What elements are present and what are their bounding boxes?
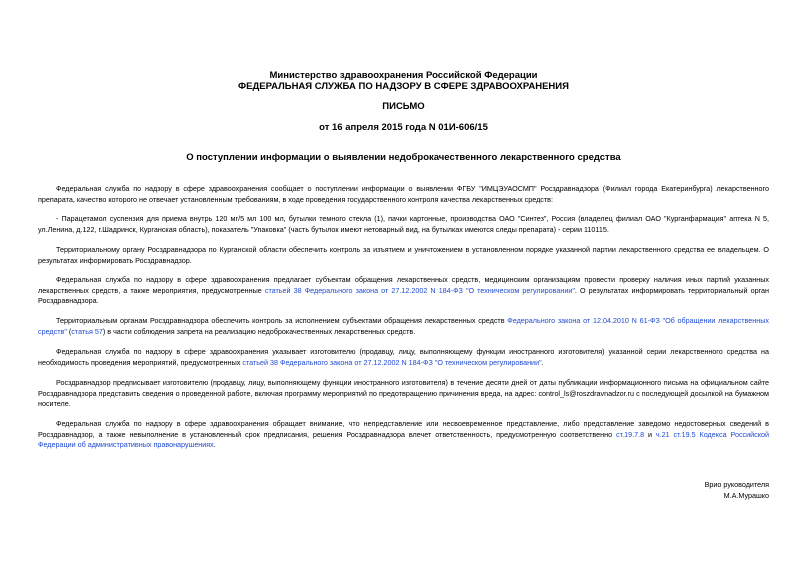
- paragraph-8: [38, 419, 769, 451]
- koap-article-19-5-link[interactable]: ч.21 ст.19.5 Кодекса Российской Федерации об административных правонарушениях: [38, 429, 769, 449]
- paragraph-4-text-b: . О результатах информировать территориальный орган Росздравнадзора.: [38, 285, 769, 305]
- signatory-name: М.А.Мурашко: [723, 491, 769, 500]
- document-subject: О поступлении информации о выявлении недоброкачественного лекарственного средства: [186, 152, 621, 163]
- paragraph-4: [38, 275, 769, 307]
- paragraph-5-text-b: ) в части соблюдения запрета на реализацию недоброкачественных лекарственных средств.: [102, 326, 416, 336]
- paragraph-8-text-a: Федеральная служба по надзору в сфере здравоохранения обращает внимание, что непредставление или несвоевременное представление, либо представление заведомо недостоверных сведений в Росздравнадзор, а также невыполнение в установленный срок предписания, решения Росздравнадзора влечет ответственность, предусмотренную соответственно: [38, 419, 769, 439]
- law-184fz-link-2[interactable]: статьей 38 Федерального закона от 27.12.2002 N 184-ФЗ "О техническом регулировании": [242, 357, 542, 367]
- paragraph-5: [38, 316, 769, 337]
- paragraph-3: Территориальному органу Росздравнадзора по Курганской области обеспечить контроль за изъятием и уничтожением в установленном порядке указанной партии лекарственного средства ее владельцем. О результатах информировать Росздравнадзор.: [38, 245, 769, 265]
- paragraph-6-text-a: Федеральная служба по надзору в сфере здравоохранения указывает изготовителю (продавцу, лицу, выполняющему функции иностранного изготовителя) указанной серии лекарственного средства на необходимость проведения мероприятий, предусмотренных: [38, 347, 769, 367]
- paragraph-6-text-b: .: [541, 357, 544, 367]
- paragraph-7: Росздравнадзор предписывает изготовителю (продавцу, лицу, выполняющему функции иностранного изготовителя) в течение десяти дней от даты публикации информационного письма на официальном сайте Росздравнадзора представить сведения о проведенной работе, включая программу мероприятий по предотвращению причинения вреда, на адрес: control_ls@roszdravnadzor.ru с последующей досылкой на бумажном носителе.: [38, 378, 769, 408]
- paragraph-1: Федеральная служба по надзору в сфере здравоохранения сообщает о поступлении информации о выявлении ФГБУ "ИМЦЭУАОСМП" Росздравнадзора (Филиал города Екатеринбурга) лекарственного препарата, качество которого не отвечает установленным требованиям, в ходе проведения государственного контроля качества лекарственных средств:: [38, 184, 769, 204]
- paragraph-5-text-mid: (: [66, 326, 72, 336]
- paragraph-4-text-a: Федеральная служба по надзору в сфере здравоохранения предлагает субъектам обращения лекарственных средств, медицинским организациям провести проверку наличия иных партий указанных лекарственных средств, а также мероприятия, предусмотренные: [38, 275, 769, 295]
- paragraph-2: - Парацетамол суспензия для приема внутрь 120 мг/5 мл 100 мл, бутылки темного стекла (1), пачки картонные, производства ОАО "Синтез", Россия (владелец филиал ОАО "Курганфармация" аптека N 5, ул.Ленина, д.122, г.Шадринск, Курганская область), показатель "Упаковка" (часть бутылок имеют нетоварный вид, на бутылках имеются следы препарата) - серии 110115.: [38, 214, 769, 234]
- ministry-name: Министерство здравоохранения Российской Федерации: [269, 70, 538, 81]
- service-name: ФЕДЕРАЛЬНАЯ СЛУЖБА ПО НАДЗОРУ В СФЕРЕ ЗДРАВООХРАНЕНИЯ: [238, 81, 569, 92]
- koap-article-19-7-8-link[interactable]: ст.19.7.8: [616, 429, 645, 439]
- paragraph-8-text-sep: и: [644, 429, 656, 439]
- law-61fz-link[interactable]: Федерального закона от 12.04.2010 N 61-ФЗ "Об обращении лекарственных средств": [38, 316, 769, 336]
- document-type: ПИСЬМО: [382, 101, 425, 112]
- paragraph-5-text-a: Территориальным органам Росздравнадзора обеспечить контроль за исполнением субъектами обращения лекарственных средств: [56, 316, 508, 325]
- signatory-position: Врио руководителя: [704, 480, 769, 489]
- law-184fz-link[interactable]: статьей 38 Федерального закона от 27.12.2002 N 184-ФЗ "О техническом регулировании": [264, 285, 575, 295]
- paragraph-6: [38, 347, 769, 368]
- paragraph-8-text-b: .: [213, 440, 216, 449]
- document-date-number: от 16 апреля 2015 года N 01И-606/15: [319, 122, 488, 133]
- article-57-link[interactable]: статья 57: [71, 326, 103, 336]
